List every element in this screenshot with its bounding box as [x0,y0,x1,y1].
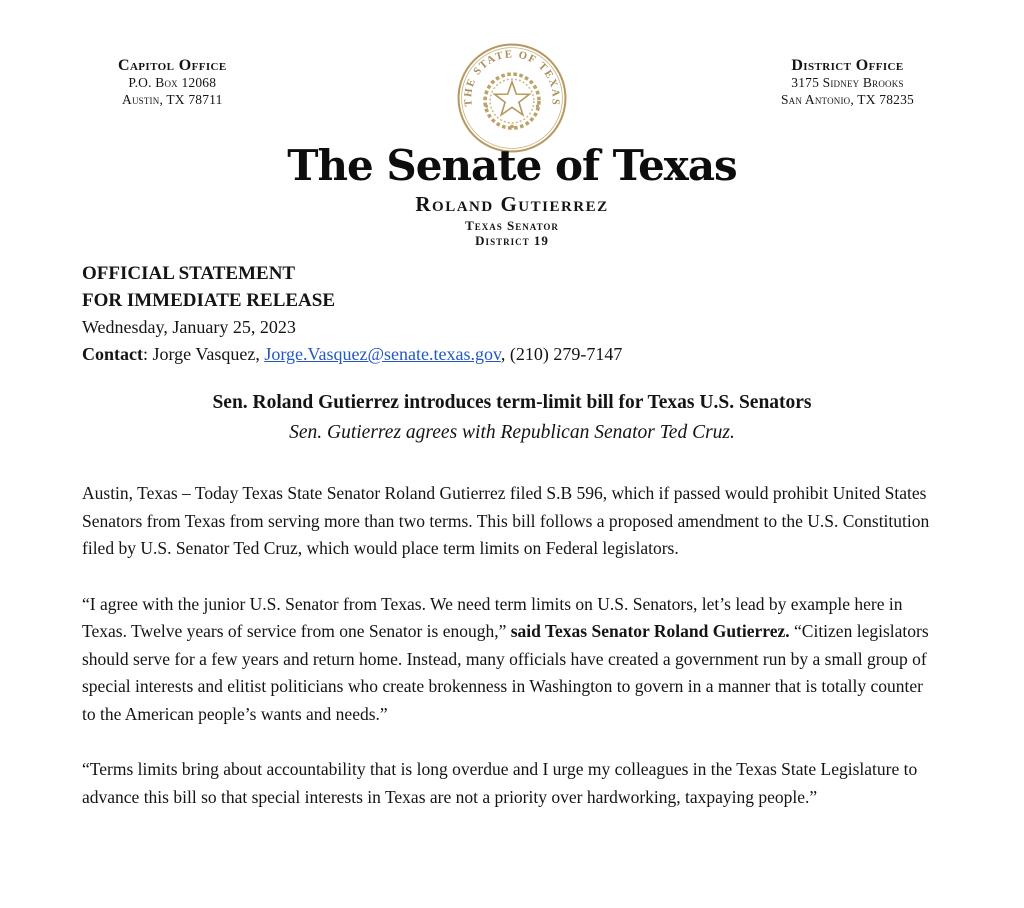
texas-state-seal-icon [456,42,568,154]
paragraph-2-quote-start: “I agree with the junior U.S. Senator from Texas. We need term limits on U.S. Senators, let’s lead by example here in Texas. Twelve years of service from one Senator is enough,” [82,593,903,641]
senator-name: Roland Gutierrez [415,192,609,216]
headline-title: Sen. Roland Gutierrez introduces term-limit bill for Texas U.S. Senators [212,392,812,413]
capitol-office-address-line1: P.O. Box 12068 [128,75,217,90]
headline-subtitle: Sen. Gutierrez agrees with Republican Senator Ted Cruz. [289,422,735,443]
senate-of-texas-title: The Senate of Texas [287,141,737,190]
headline-block [0,388,1024,448]
contact-name: : Jorge Vasquez, [143,344,265,364]
paragraph-2-attribution: said Texas Senator Roland Gutierrez. [510,621,790,641]
release-date: Wednesday, January 25, 2023 [82,317,296,337]
capitol-office-title: Capitol Office [118,57,227,74]
district-office-address-line2: San Antonio, TX 78235 [780,92,914,107]
capitol-office-address-line2: Austin, TX 78711 [122,92,223,107]
district-office-block [781,57,914,108]
paragraph-2-quote-end: “Citizen legislators should serve for a few years and return home. Instead, many officials have created a government run by a small group of special interests and elitist politicians who create brokenness in Washington to govern in a manner that is totally counter to the American people’s wants and needs.” [82,621,929,724]
district-office-address-line1: 3175 Sidney Brooks [791,75,904,90]
capitol-office-block [118,57,227,108]
body-text [82,480,935,839]
senator-district: District 19 [475,233,549,248]
contact-label: Contact [82,344,143,364]
paragraph-3: “Terms limits bring about accountability that is long overdue and I urge my colleagues in the Texas State Legislature to advance this bill so that special interests in Texas are not a priority over hardworking, taxpaying people.” [82,759,918,807]
district-office-title: District Office [791,57,904,74]
official-statement-label: OFFICIAL STATEMENT [82,263,296,284]
release-info [82,260,622,368]
contact-line [82,341,622,368]
contact-phone: , (210) 279-7147 [500,344,623,364]
seal-star-icon [495,82,530,115]
paragraph-1: Austin, Texas – Today Texas State Senator Roland Gutierrez filed S.B 596, which if passed would prohibit United States Senators from Texas from serving more than two terms. This bill follows a proposed amendment to the U.S. Constitution filed by U.S. Senator Ted Cruz, which would place term limits on Federal legislators. [82,483,930,558]
masthead [0,143,1024,248]
contact-email-link[interactable]: Jorge.Vasquez@senate.texas.gov [264,344,501,364]
seal-curved-text: THE STATE OF TEXAS [462,48,562,108]
for-immediate-release-label: FOR IMMEDIATE RELEASE [82,290,336,311]
senator-role: Texas Senator [465,218,559,233]
paragraph-2 [82,591,935,729]
